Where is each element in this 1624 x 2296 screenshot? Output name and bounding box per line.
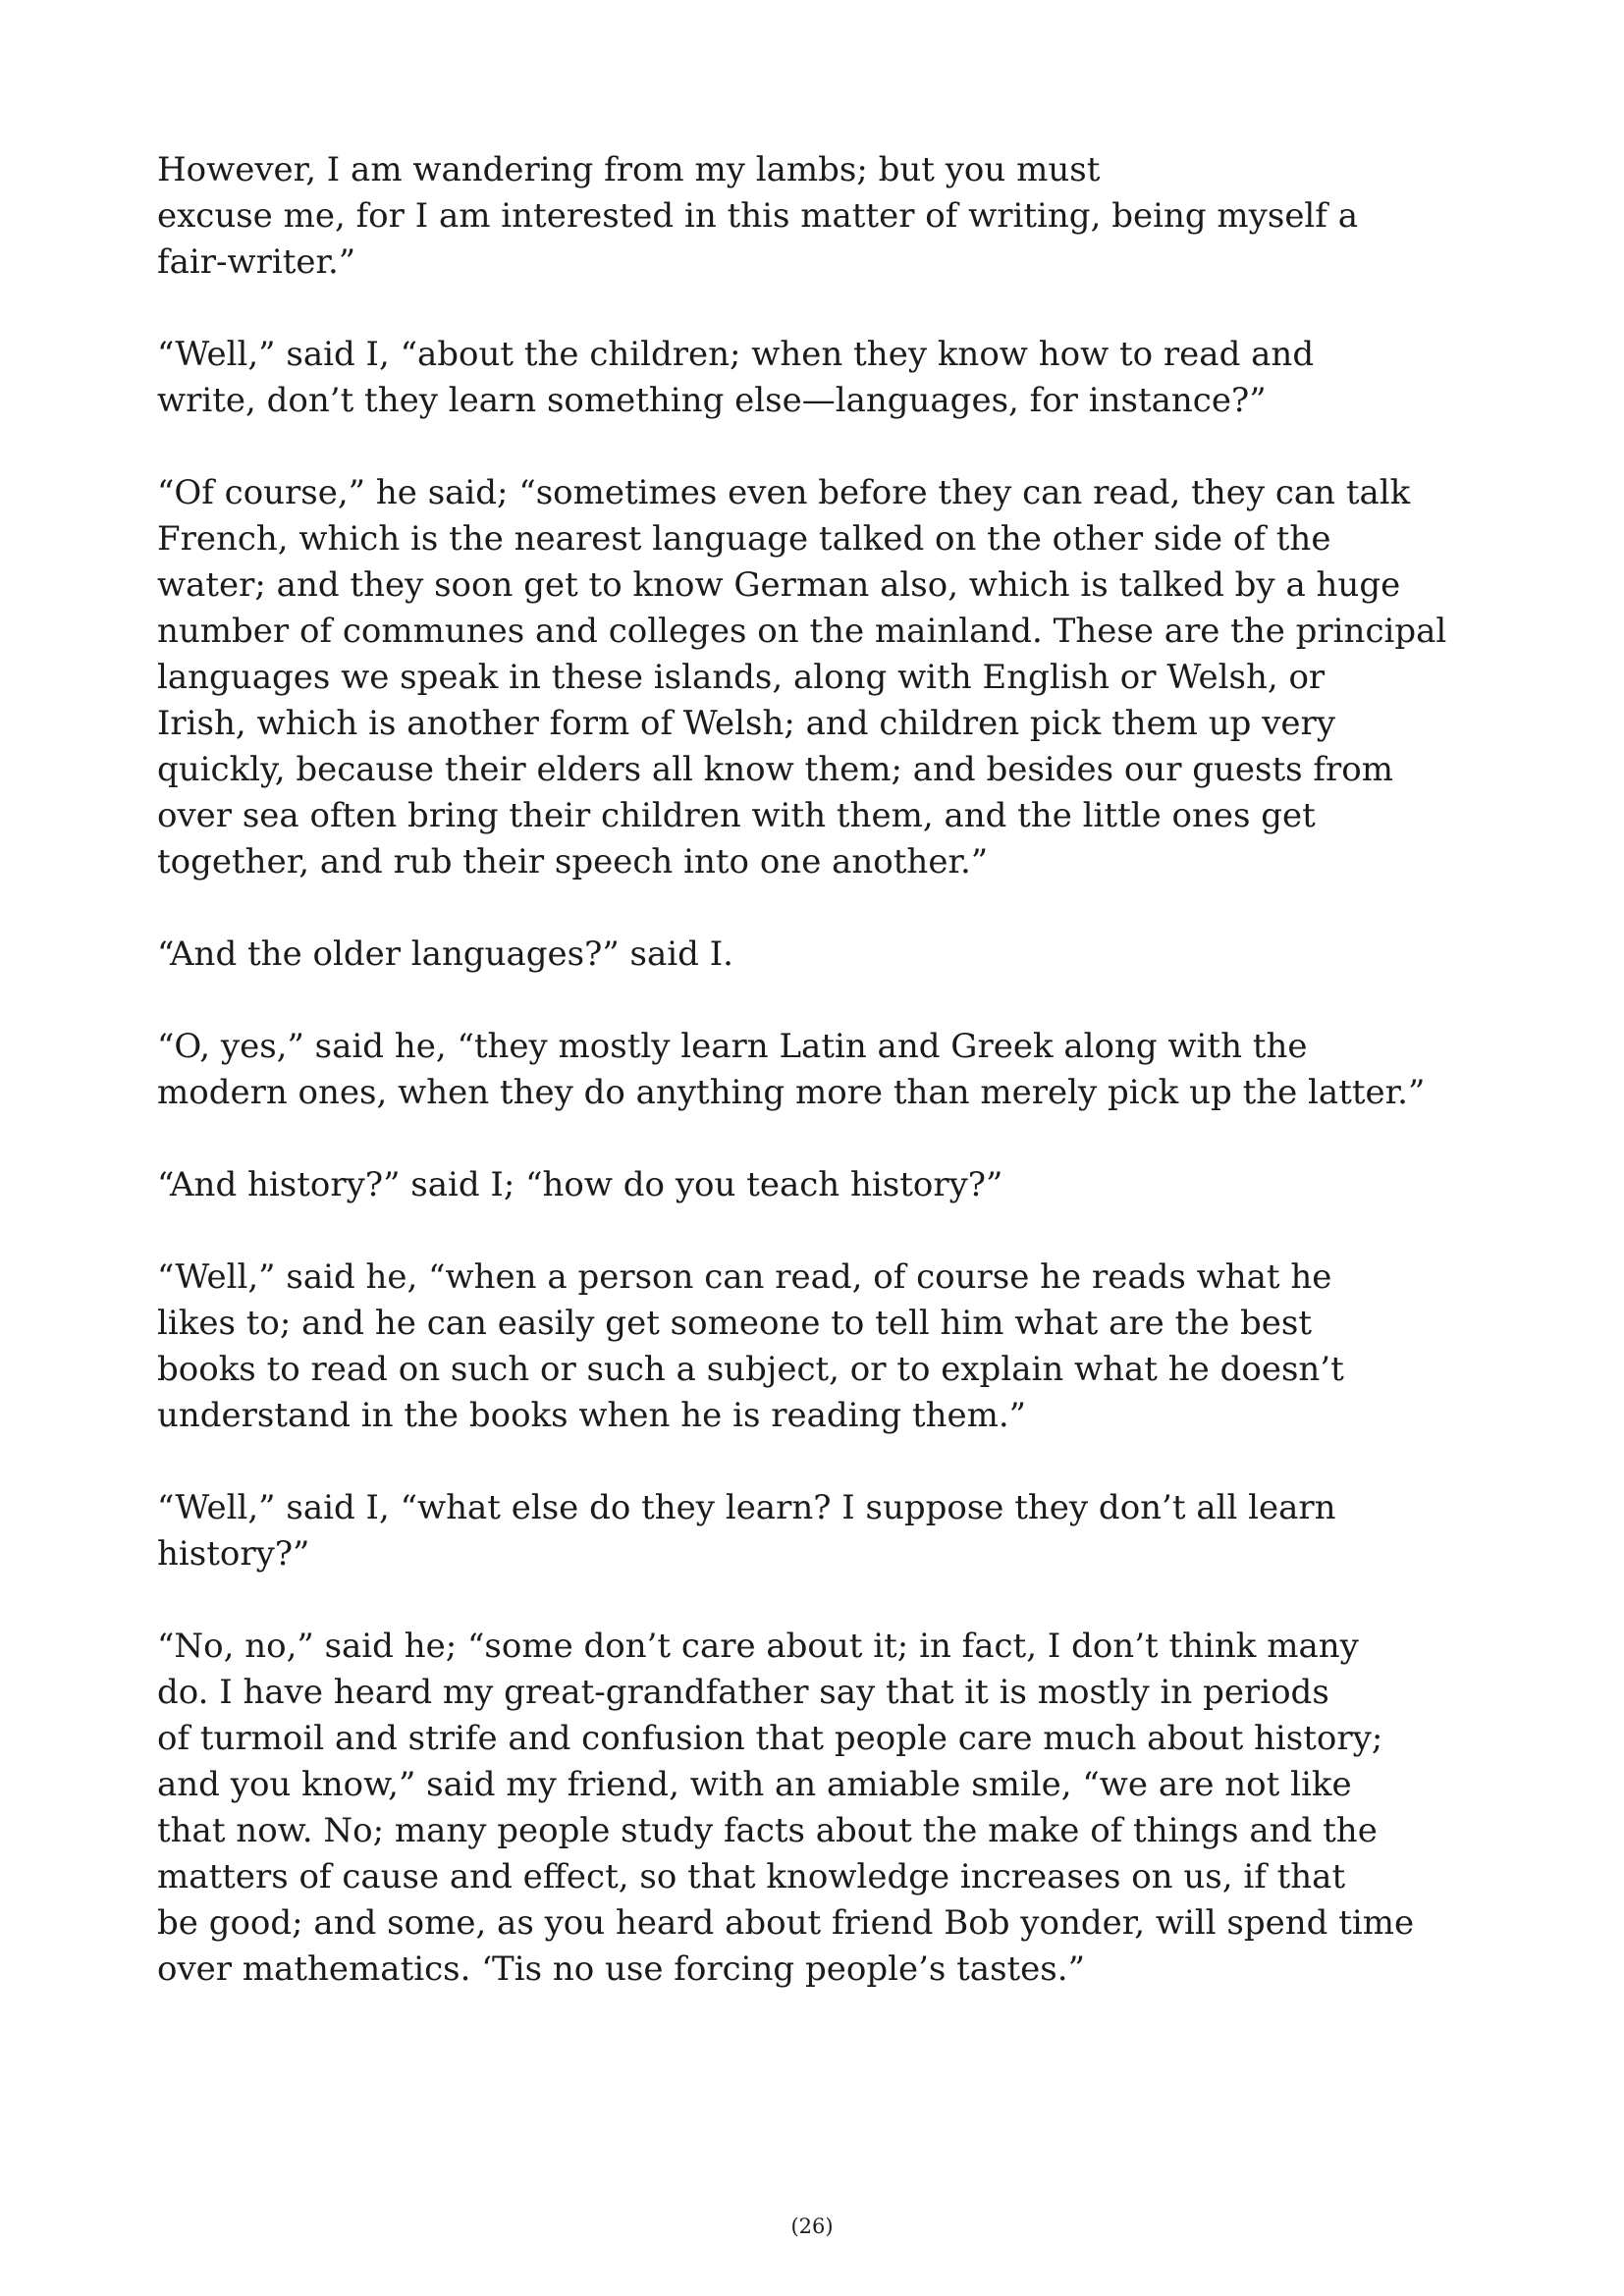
text-line: history?”: [157, 1534, 310, 1574]
text-line: together, and rub their speech into one another.”: [157, 842, 989, 881]
text-line: books to read on such or such a subject, or to explain what he doesn’t: [157, 1350, 1344, 1389]
text-line: water; and they soon get to know German also, which is talked by a huge: [157, 565, 1401, 605]
paragraph-5: [157, 1024, 1426, 1116]
text-line: number of communes and colleges on the mainland. These are the principal: [157, 612, 1447, 651]
text-line: “And history?” said I; “how do you teach history?”: [157, 1165, 1003, 1204]
text-line: excuse me, for I am interested in this matter of writing, being myself a: [157, 196, 1358, 236]
text-line: modern ones, when they do anything more than merely pick up the latter.”: [157, 1073, 1426, 1112]
paragraph-7: [157, 1255, 1355, 1439]
paragraph-6: [157, 1162, 1355, 1208]
text-line: be good; and some, as you heard about friend Bob yonder, will spend time: [157, 1903, 1415, 1943]
text-line: write, don’t they learn something else—languages, for instance?”: [157, 381, 1267, 420]
text-line: do. I have heard my great-grandfather say that it is mostly in periods: [157, 1673, 1329, 1712]
page-number: (26): [790, 2215, 834, 2238]
text-line: over mathematics. ‘Tis no use forcing people’s tastes.”: [157, 1949, 1085, 1989]
text-line: “Well,” said he, “when a person can read, of course he reads what he: [157, 1257, 1332, 1297]
text-line: languages we speak in these islands, along with English or Welsh, or: [157, 658, 1326, 697]
page-body: [157, 147, 1447, 2039]
text-line: “Of course,” he said; “sometimes even before they can read, they can talk: [157, 473, 1411, 512]
paragraph-1: [157, 147, 1358, 286]
text-line: understand in the books when he is reading them.”: [157, 1396, 1027, 1435]
paragraph-4: [157, 932, 1355, 978]
text-line: “No, no,” said he; “some don’t care about it; in fact, I don’t think many: [157, 1627, 1359, 1666]
text-line: Irish, which is another form of Welsh; and children pick them up very: [157, 704, 1335, 743]
paragraph-8: [157, 1485, 1355, 1577]
text-line: that now. No; many people study facts about the make of things and the: [157, 1811, 1378, 1850]
text-line: and you know,” said my friend, with an amiable smile, “we are not like: [157, 1765, 1352, 1804]
paragraph-2: [157, 332, 1355, 424]
text-line: over sea often bring their children with them, and the little ones get: [157, 796, 1316, 835]
text-line: matters of cause and effect, so that knowledge increases on us, if that: [157, 1857, 1346, 1896]
paragraph-9: [157, 1624, 1415, 1993]
text-line: quickly, because their elders all know them; and besides our guests from: [157, 750, 1393, 789]
text-line: “Well,” said I, “what else do they learn? I suppose they don’t all learn: [157, 1488, 1336, 1527]
text-line: “And the older languages?” said I.: [157, 934, 733, 974]
text-line: “O, yes,” said he, “they mostly learn Latin and Greek along with the: [157, 1027, 1308, 1066]
text-line: However, I am wandering from my lambs; but you must: [157, 150, 1101, 189]
text-line: French, which is the nearest language talked on the other side of the: [157, 519, 1331, 559]
text-line: “Well,” said I, “about the children; when they know how to read and: [157, 335, 1315, 374]
text-line: likes to; and he can easily get someone to tell him what are the best: [157, 1304, 1313, 1343]
text-line: fair-writer.”: [157, 242, 356, 282]
text-line: of turmoil and strife and confusion that people care much about history;: [157, 1719, 1383, 1758]
paragraph-3: [157, 470, 1447, 885]
